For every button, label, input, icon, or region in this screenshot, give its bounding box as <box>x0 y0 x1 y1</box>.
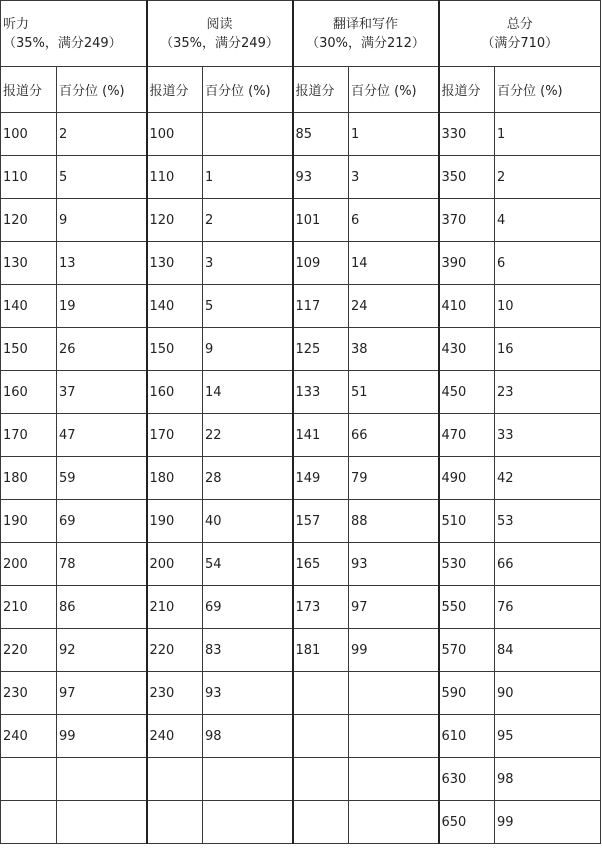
percentile-cell: 14 <box>349 242 439 285</box>
score-cell: 350 <box>439 156 495 199</box>
percentile-cell: 2 <box>495 156 601 199</box>
score-cell: 430 <box>439 328 495 371</box>
score-cell: 100 <box>1 113 57 156</box>
table-row <box>1 113 601 156</box>
percentile-cell: 78 <box>57 543 147 586</box>
percentile-cell: 38 <box>349 328 439 371</box>
column-header-score: 报道分 <box>1 67 57 113</box>
section-title: 阅读 <box>206 16 233 32</box>
percentile-cell <box>349 672 439 715</box>
percentile-cell <box>203 113 293 156</box>
score-cell: 530 <box>439 543 495 586</box>
section-title: 总分 <box>506 16 533 32</box>
table-body <box>1 1 601 844</box>
score-cell: 170 <box>147 414 203 457</box>
score-cell: 133 <box>293 371 349 414</box>
score-cell: 240 <box>147 715 203 758</box>
percentile-cell: 5 <box>203 285 293 328</box>
percentile-cell: 93 <box>203 672 293 715</box>
score-cell: 150 <box>147 328 203 371</box>
percentile-cell: 14 <box>203 371 293 414</box>
percentile-cell: 9 <box>203 328 293 371</box>
percentile-cell: 98 <box>203 715 293 758</box>
score-cell: 130 <box>1 242 57 285</box>
score-cell: 180 <box>147 457 203 500</box>
percentile-cell: 16 <box>495 328 601 371</box>
score-cell: 125 <box>293 328 349 371</box>
table-row <box>1 672 601 715</box>
section-header-listening <box>1 1 147 67</box>
table-row <box>1 543 601 586</box>
percentile-cell: 99 <box>349 629 439 672</box>
section-subtitle: （35%，满分249） <box>160 35 279 51</box>
section-subtitle: （满分710） <box>481 35 559 51</box>
percentile-cell: 5 <box>57 156 147 199</box>
table-row <box>1 371 601 414</box>
score-cell <box>293 801 349 844</box>
table-row <box>1 758 601 801</box>
percentile-cell <box>349 715 439 758</box>
percentile-cell: 97 <box>349 586 439 629</box>
percentile-cell: 2 <box>203 199 293 242</box>
percentile-cell: 69 <box>57 500 147 543</box>
percentile-cell: 2 <box>57 113 147 156</box>
score-cell: 157 <box>293 500 349 543</box>
score-cell: 170 <box>1 414 57 457</box>
percentile-cell: 23 <box>495 371 601 414</box>
column-header-score: 报道分 <box>147 67 203 113</box>
score-cell: 101 <box>293 199 349 242</box>
score-cell: 130 <box>147 242 203 285</box>
section-header-total <box>439 1 601 67</box>
table-row <box>1 801 601 844</box>
score-cell: 190 <box>1 500 57 543</box>
score-cell <box>293 672 349 715</box>
percentile-cell: 99 <box>495 801 601 844</box>
score-cell: 230 <box>147 672 203 715</box>
score-cell: 200 <box>1 543 57 586</box>
section-title: 听力 <box>3 16 30 32</box>
percentile-cell: 13 <box>57 242 147 285</box>
score-cell: 590 <box>439 672 495 715</box>
percentile-cell: 42 <box>495 457 601 500</box>
table-row <box>1 156 601 199</box>
score-cell: 150 <box>1 328 57 371</box>
percentile-cell: 66 <box>349 414 439 457</box>
score-cell: 110 <box>1 156 57 199</box>
percentile-cell: 6 <box>495 242 601 285</box>
score-cell: 93 <box>293 156 349 199</box>
column-header-percentile: 百分位 (%) <box>495 67 601 113</box>
percentile-cell <box>203 801 293 844</box>
score-cell: 450 <box>439 371 495 414</box>
percentile-cell: 76 <box>495 586 601 629</box>
section-header-row <box>1 1 601 67</box>
percentile-cell: 26 <box>57 328 147 371</box>
score-cell: 210 <box>1 586 57 629</box>
score-cell: 370 <box>439 199 495 242</box>
score-cell: 173 <box>293 586 349 629</box>
percentile-cell: 92 <box>57 629 147 672</box>
percentile-cell: 79 <box>349 457 439 500</box>
percentile-cell: 97 <box>57 672 147 715</box>
score-cell <box>1 758 57 801</box>
percentile-cell: 9 <box>57 199 147 242</box>
score-cell: 190 <box>147 500 203 543</box>
percentile-cell: 1 <box>203 156 293 199</box>
percentile-cell: 95 <box>495 715 601 758</box>
table-row <box>1 457 601 500</box>
score-cell: 100 <box>147 113 203 156</box>
percentile-cell: 99 <box>57 715 147 758</box>
score-cell: 110 <box>147 156 203 199</box>
percentile-cell: 59 <box>57 457 147 500</box>
score-cell: 141 <box>293 414 349 457</box>
score-cell: 240 <box>1 715 57 758</box>
score-cell: 330 <box>439 113 495 156</box>
percentile-cell: 53 <box>495 500 601 543</box>
score-cell: 470 <box>439 414 495 457</box>
column-header-percentile: 百分位 (%) <box>203 67 293 113</box>
percentile-cell: 93 <box>349 543 439 586</box>
score-cell: 180 <box>1 457 57 500</box>
score-cell: 210 <box>147 586 203 629</box>
percentile-cell <box>203 758 293 801</box>
percentile-cell: 3 <box>349 156 439 199</box>
percentile-cell: 86 <box>57 586 147 629</box>
section-title: 翻译和写作 <box>332 16 398 32</box>
percentile-cell: 4 <box>495 199 601 242</box>
percentile-cell <box>57 801 147 844</box>
score-cell: 140 <box>1 285 57 328</box>
table-row <box>1 586 601 629</box>
score-cell: 410 <box>439 285 495 328</box>
score-cell <box>1 801 57 844</box>
score-cell <box>147 801 203 844</box>
score-cell: 160 <box>147 371 203 414</box>
table-row <box>1 199 601 242</box>
percentile-cell: 88 <box>349 500 439 543</box>
section-header-translation-writing <box>293 1 439 67</box>
percentile-cell: 33 <box>495 414 601 457</box>
column-header-row <box>1 67 601 113</box>
table-row <box>1 328 601 371</box>
score-cell: 120 <box>1 199 57 242</box>
percentile-cell <box>57 758 147 801</box>
score-cell: 220 <box>147 629 203 672</box>
table-row <box>1 629 601 672</box>
percentile-cell: 90 <box>495 672 601 715</box>
score-cell: 165 <box>293 543 349 586</box>
table-row <box>1 414 601 457</box>
table-row <box>1 715 601 758</box>
percentile-cell <box>349 801 439 844</box>
percentile-cell: 10 <box>495 285 601 328</box>
score-cell: 650 <box>439 801 495 844</box>
percentile-cell: 1 <box>495 113 601 156</box>
percentile-cell: 66 <box>495 543 601 586</box>
column-header-percentile: 百分位 (%) <box>57 67 147 113</box>
percentile-cell: 69 <box>203 586 293 629</box>
percentile-cell: 22 <box>203 414 293 457</box>
percentile-cell: 1 <box>349 113 439 156</box>
score-cell: 85 <box>293 113 349 156</box>
percentile-cell: 84 <box>495 629 601 672</box>
percentile-cell: 51 <box>349 371 439 414</box>
score-cell: 610 <box>439 715 495 758</box>
percentile-cell: 24 <box>349 285 439 328</box>
percentile-cell: 6 <box>349 199 439 242</box>
percentile-cell: 37 <box>57 371 147 414</box>
score-cell: 140 <box>147 285 203 328</box>
score-cell: 181 <box>293 629 349 672</box>
column-header-percentile: 百分位 (%) <box>349 67 439 113</box>
score-cell: 550 <box>439 586 495 629</box>
table-row <box>1 500 601 543</box>
score-cell <box>293 715 349 758</box>
percentile-cell: 3 <box>203 242 293 285</box>
score-cell: 149 <box>293 457 349 500</box>
score-cell: 570 <box>439 629 495 672</box>
score-cell <box>147 758 203 801</box>
percentile-cell: 19 <box>57 285 147 328</box>
score-cell: 160 <box>1 371 57 414</box>
section-header-reading <box>147 1 293 67</box>
score-cell: 117 <box>293 285 349 328</box>
score-cell: 200 <box>147 543 203 586</box>
percentile-cell: 54 <box>203 543 293 586</box>
percentile-cell <box>349 758 439 801</box>
section-subtitle: （30%，满分212） <box>306 35 425 51</box>
score-cell: 630 <box>439 758 495 801</box>
score-cell: 109 <box>293 242 349 285</box>
score-cell: 120 <box>147 199 203 242</box>
score-cell <box>293 758 349 801</box>
section-subtitle: （35%，满分249） <box>3 35 122 51</box>
column-header-score: 报道分 <box>293 67 349 113</box>
percentile-cell: 47 <box>57 414 147 457</box>
score-cell: 490 <box>439 457 495 500</box>
percentile-cell: 40 <box>203 500 293 543</box>
column-header-score: 报道分 <box>439 67 495 113</box>
score-cell: 390 <box>439 242 495 285</box>
score-cell: 220 <box>1 629 57 672</box>
table-row <box>1 285 601 328</box>
percentile-cell: 98 <box>495 758 601 801</box>
score-cell: 510 <box>439 500 495 543</box>
table-row <box>1 242 601 285</box>
score-cell: 230 <box>1 672 57 715</box>
percentile-cell: 28 <box>203 457 293 500</box>
percentile-cell: 83 <box>203 629 293 672</box>
